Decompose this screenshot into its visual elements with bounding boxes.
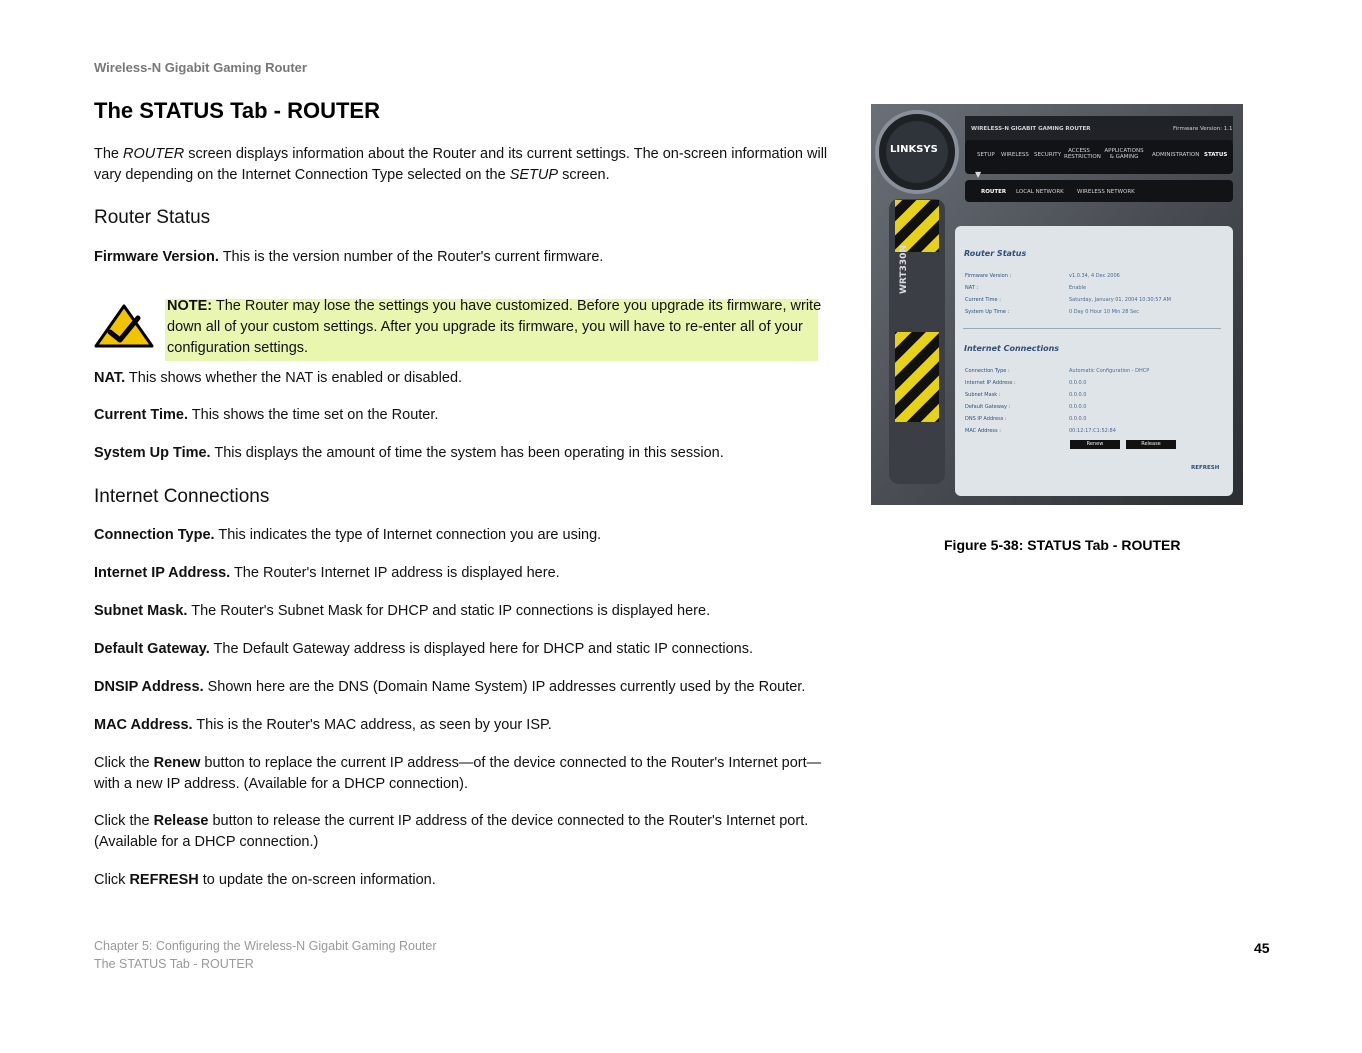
default-gateway-term: Default Gateway.	[94, 641, 210, 657]
sub-tab-wireless-network[interactable]: WIRELESS NETWORK	[1077, 189, 1135, 195]
nav-tab-security[interactable]: SECURITY	[1034, 152, 1061, 158]
status-content-panel	[955, 226, 1233, 496]
release-term: Release	[153, 813, 209, 829]
fig-mac-label: MAC Address :	[965, 428, 1001, 434]
fig-nat-label: NAT :	[965, 285, 979, 291]
current-time-term: Current Time.	[94, 407, 189, 423]
uptime-desc: This displays the amount of time the system has been operating in this session.	[210, 445, 724, 461]
refresh-paragraph	[94, 870, 839, 891]
figure-caption: Figure 5-38: STATUS Tab - ROUTER	[944, 537, 1181, 553]
fig-uptime-label: System Up Time :	[965, 309, 1010, 315]
fig-connection-type-value: Automatic Configuration - DHCP	[1069, 368, 1150, 374]
refresh-pre: Click	[94, 872, 130, 888]
intro-paragraph	[94, 144, 839, 186]
fig-connection-type-label: Connection Type :	[965, 368, 1010, 374]
fig-refresh-link[interactable]: REFRESH	[1191, 465, 1220, 471]
nav-tab-applications-gaming[interactable]: APPLICATIONS & GAMING	[1104, 148, 1144, 160]
fig-router-status-title: Router Status	[964, 249, 1027, 258]
fig-release-button[interactable]: Release	[1126, 440, 1176, 449]
note-desc: The Router may lose the settings you have customized. Before you upgrade its firmware, write down all of your custom settings. After you upgrade its firmware, you will have to re-enter all of your configuration settings.	[167, 298, 822, 356]
fig-mac-value: 00:12:17:C1:52:84	[1069, 428, 1116, 434]
uptime-paragraph	[94, 443, 839, 464]
intro-text-2: screen displays information about the Router and its current settings. The on-screen information will vary depending on the Internet Connection Type selected on the	[94, 146, 828, 183]
fig-current-time-label: Current Time :	[965, 297, 1001, 303]
product-name: WIRELESS-N GIGABIT GAMING ROUTER	[971, 126, 1091, 132]
linksys-logo: LINKSYS	[890, 144, 938, 155]
status-router-screenshot	[871, 104, 1243, 505]
fig-internet-connections-title: Internet Connections	[964, 344, 1060, 353]
note-term: NOTE:	[167, 298, 213, 314]
sub-tab-router[interactable]: ROUTER	[981, 189, 1007, 195]
active-tab-arrow-icon: ▼	[975, 170, 982, 179]
default-gateway-paragraph	[94, 639, 839, 660]
release-pre: Click the	[94, 813, 154, 829]
fig-mask-label: Subnet Mask :	[965, 392, 1001, 398]
document-header-title: Wireless-N Gigabit Gaming Router	[94, 60, 307, 75]
intro-text-1: The	[94, 146, 124, 162]
fig-mask-value: 0.0.0.0	[1069, 392, 1087, 398]
fig-ip-label: Internet IP Address :	[965, 380, 1016, 386]
release-desc: button to release the current IP address of the device connected to the Router's Internet port. (Available for a DHCP connection.)	[94, 813, 809, 850]
connection-type-paragraph	[94, 525, 839, 546]
intro-router-term: ROUTER	[123, 146, 185, 162]
nav-tab-status[interactable]: STATUS	[1204, 152, 1228, 158]
fig-firmware-label: Firmware Version :	[965, 273, 1012, 279]
firmware-desc: This is the version number of the Router's current firmware.	[218, 249, 604, 265]
renew-pre: Click the	[94, 755, 154, 771]
model-label: WRT330N	[899, 245, 909, 294]
renew-desc: button to replace the current IP address—of the device connected to the Router's Internet port—with a new IP address. (Available for a DHCP connection).	[94, 755, 822, 792]
internet-connections-heading: Internet Connections	[94, 486, 270, 507]
nav-tab-wireless[interactable]: WIRELESS	[1001, 152, 1029, 158]
internet-ip-paragraph	[94, 563, 839, 584]
intro-setup-term: SETUP	[509, 167, 559, 183]
dns-paragraph	[94, 677, 839, 698]
dns-desc: Shown here are the DNS (Domain Name System) IP addresses currently used by the Router.	[203, 679, 806, 695]
fig-gateway-label: Default Gateway :	[965, 404, 1011, 410]
refresh-term: REFRESH	[129, 872, 199, 888]
page-number: 45	[1254, 940, 1270, 956]
checkmark-warning-icon	[94, 304, 154, 348]
internet-ip-desc: The Router's Internet IP address is displayed here.	[230, 565, 560, 581]
renew-paragraph	[94, 753, 839, 795]
fig-current-time-value: Saturday, January 01, 2004 10:30:57 AM	[1069, 297, 1171, 303]
nav-tab-setup[interactable]: SETUP	[977, 152, 995, 158]
current-time-paragraph	[94, 405, 839, 426]
refresh-desc: to update the on-screen information.	[198, 872, 436, 888]
fig-dns-label: DNS IP Address :	[965, 416, 1007, 422]
fig-ip-value: 0.0.0.0	[1069, 380, 1087, 386]
footer-section: The STATUS Tab - ROUTER	[94, 957, 254, 971]
firmware-paragraph	[94, 247, 839, 268]
fig-dns-value: 0.0.0.0	[1069, 416, 1087, 422]
connection-type-term: Connection Type.	[94, 527, 215, 543]
current-time-desc: This shows the time set on the Router.	[188, 407, 439, 423]
release-paragraph	[94, 811, 839, 853]
fig-nat-value: Enable	[1069, 285, 1087, 291]
nat-term: NAT.	[94, 370, 126, 386]
nat-desc: This shows whether the NAT is enabled or disabled.	[125, 370, 463, 386]
nav-tab-administration[interactable]: ADMINISTRATION	[1152, 152, 1200, 158]
fig-firmware-value: v1.0.34, 4 Dec 2006	[1069, 273, 1120, 279]
fig-uptime-value: 0 Day 0 Hour 10 Min 28 Sec	[1069, 309, 1139, 315]
page-title: The STATUS Tab - ROUTER	[94, 98, 380, 123]
mac-paragraph	[94, 715, 839, 736]
note-text	[167, 296, 822, 359]
firmware-version-label: Firmware Version: 1.1	[1173, 126, 1233, 132]
footer-chapter: Chapter 5: Configuring the Wireless-N Gigabit Gaming Router	[94, 939, 437, 953]
sub-tab-local-network[interactable]: LOCAL NETWORK	[1016, 189, 1064, 195]
intro-text-3: screen.	[558, 167, 610, 183]
connection-type-desc: This indicates the type of Internet connection you are using.	[214, 527, 602, 543]
fig-renew-button[interactable]: Renew	[1070, 440, 1120, 449]
renew-term: Renew	[153, 755, 201, 771]
router-status-heading: Router Status	[94, 207, 211, 228]
subnet-mask-term: Subnet Mask.	[94, 603, 188, 619]
fig-gateway-value: 0.0.0.0	[1069, 404, 1087, 410]
nav-tab-access-restriction[interactable]: ACCESS RESTRICTION	[1064, 148, 1101, 160]
internet-ip-term: Internet IP Address.	[94, 565, 231, 581]
nat-paragraph	[94, 368, 839, 389]
mac-term: MAC Address.	[94, 717, 193, 733]
firmware-term: Firmware Version.	[94, 249, 219, 265]
default-gateway-desc: The Default Gateway address is displayed here for DHCP and static IP connections.	[209, 641, 754, 657]
subnet-mask-paragraph	[94, 601, 839, 622]
subnet-mask-desc: The Router's Subnet Mask for DHCP and static IP connections is displayed here.	[187, 603, 711, 619]
dns-term: DNSIP Address.	[94, 679, 204, 695]
mac-desc: This is the Router's MAC address, as seen by your ISP.	[192, 717, 552, 733]
uptime-term: System Up Time.	[94, 445, 211, 461]
fig-divider	[963, 328, 1221, 329]
